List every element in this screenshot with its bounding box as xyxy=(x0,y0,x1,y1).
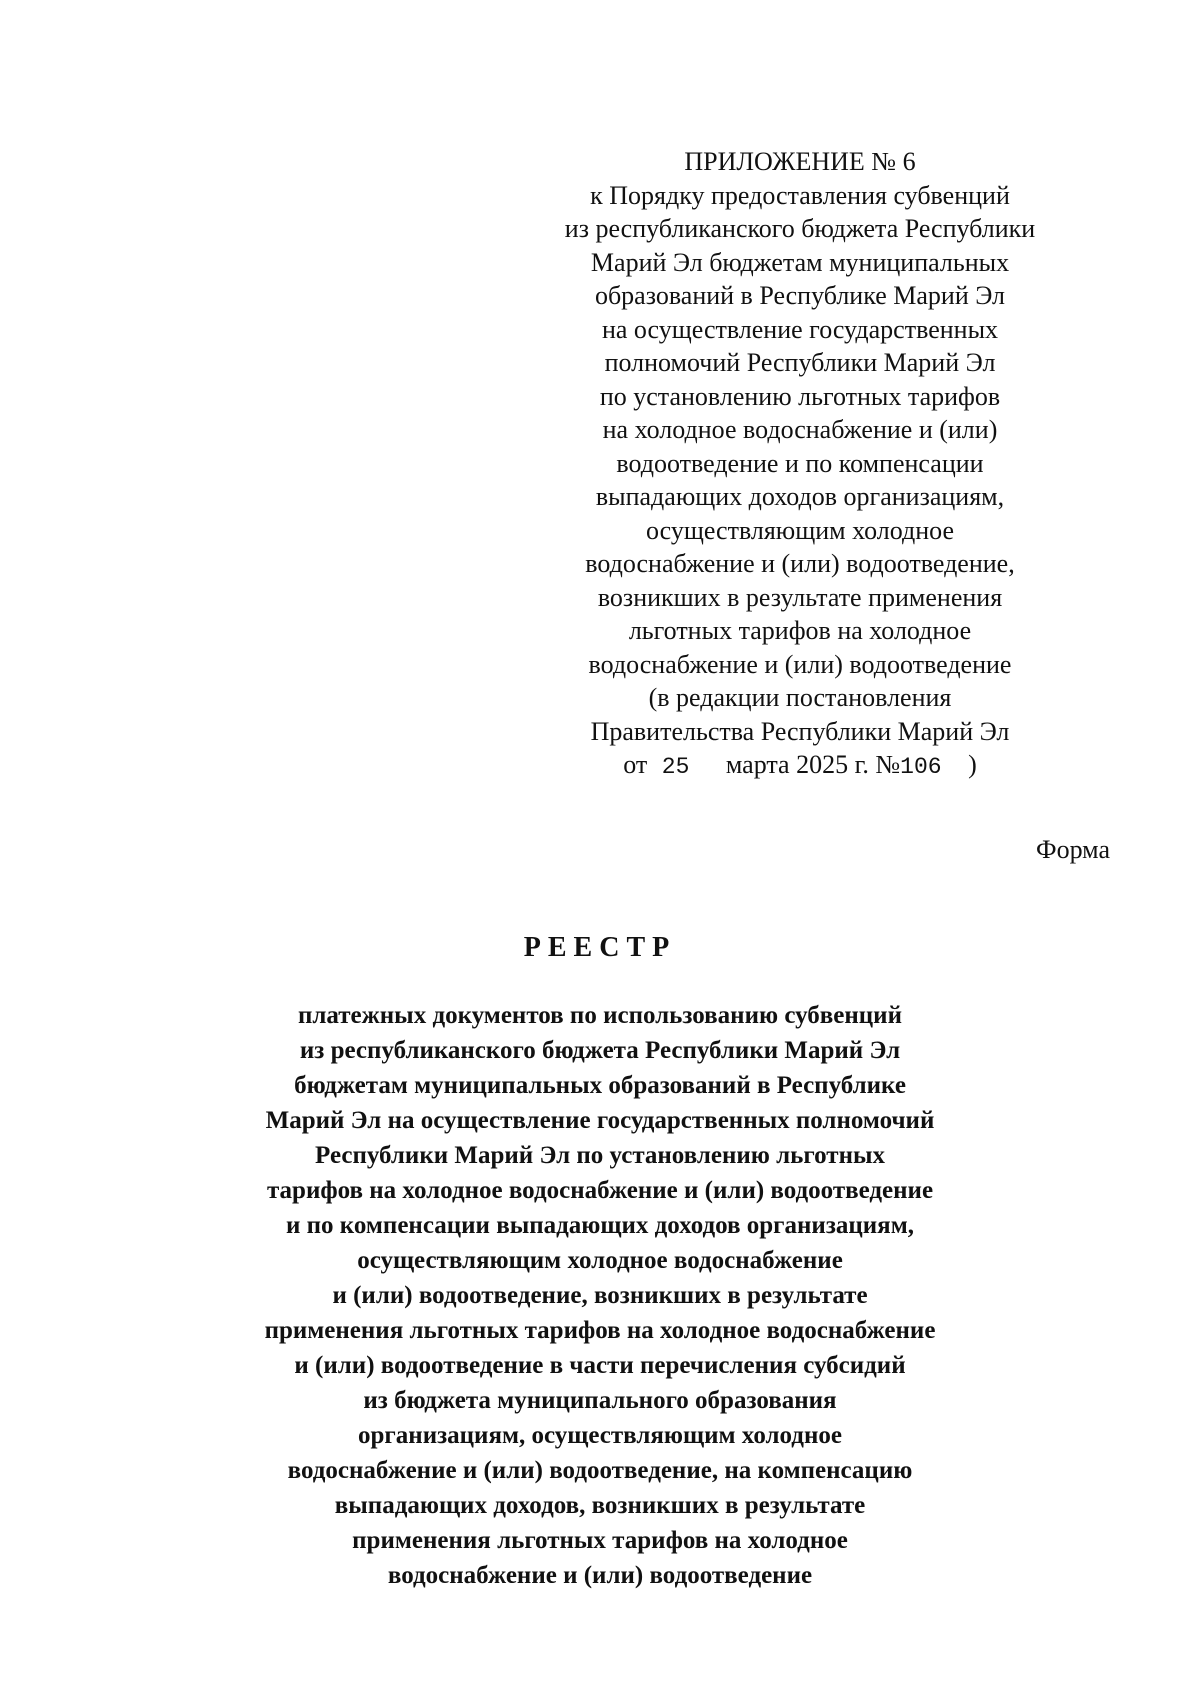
registry-title: РЕЕСТР xyxy=(523,932,677,963)
appendix-line: возникших в результате применения xyxy=(597,582,1003,612)
appendix-line: на осуществление государственных xyxy=(601,314,999,344)
appendix-line: осуществляющим холодное xyxy=(645,515,955,545)
appendix-line: водоснабжение и (или) водоотведение, xyxy=(585,549,1015,578)
appendix-line: полномочий Республики Марий Эл xyxy=(604,348,996,377)
appendix-line: льготных тарифов на холодное xyxy=(628,616,972,645)
registry-line: Республики Марий Эл по установлению льготных xyxy=(315,1142,885,1169)
appendix-line: из республиканского бюджета Республики xyxy=(564,214,1036,243)
appendix-line: (в редакции постановления xyxy=(648,683,952,712)
registry-line: и по компенсации выпадающих доходов организациям, xyxy=(286,1212,914,1239)
appendix-line: Марий Эл бюджетам муниципальных xyxy=(590,247,1010,277)
registry-line: из бюджета муниципального образования xyxy=(363,1387,837,1414)
registry-line: бюджетам муниципальных образований в Республике xyxy=(294,1072,906,1099)
document-number: 106 xyxy=(900,754,942,780)
appendix-line: водоснабжение и (или) водоотведение xyxy=(588,649,1012,679)
appendix-line: выпадающих доходов организациям, xyxy=(595,482,1005,511)
appendix-line: по установлению льготных тарифов xyxy=(599,381,1001,411)
registry-line: применения льготных тарифов на холодное xyxy=(352,1527,848,1554)
registry-line: водоснабжение и (или) водоотведение xyxy=(387,1562,813,1589)
registry-line: платежных документов по использованию субвенций xyxy=(297,1002,902,1029)
registry-line: и (или) водоотведение, возникших в результате xyxy=(332,1282,868,1309)
appendix-block xyxy=(520,145,1080,785)
date-month-year: марта 2025 г. № xyxy=(725,750,901,779)
form-label: Форма xyxy=(1036,835,1110,864)
registry-line: применения льготных тарифов на холодное водоснабжение xyxy=(264,1317,936,1344)
date-prefix: от xyxy=(623,750,648,779)
appendix-line: Правительства Республики Марий Эл xyxy=(590,716,1010,746)
registry-line: водоснабжение и (или) водоотведение, на компенсацию xyxy=(287,1457,913,1484)
registry-description xyxy=(200,998,1000,1593)
registry-line: и (или) водоотведение в части перечисления субсидий xyxy=(294,1352,906,1379)
appendix-line: ПРИЛОЖЕНИЕ № 6 xyxy=(684,147,916,176)
registry-line: осуществляющим холодное водоснабжение xyxy=(357,1247,843,1274)
appendix-line: к Порядку предоставления субвенций xyxy=(590,180,1010,210)
appendix-date-line xyxy=(520,748,1080,785)
registry-line: из республиканского бюджета Республики Марий Эл xyxy=(299,1037,901,1064)
appendix-line: водоотведение и по компенсации xyxy=(616,448,984,478)
appendix-line: на холодное водоснабжение и (или) xyxy=(602,415,998,444)
registry-line: организациям, осуществляющим холодное xyxy=(358,1422,842,1449)
registry-line: Марий Эл на осуществление государственных полномочий xyxy=(265,1107,935,1134)
date-suffix: ) xyxy=(968,750,977,779)
registry-line: выпадающих доходов, возникших в результате xyxy=(334,1492,866,1519)
registry-line: тарифов на холодное водоснабжение и (или) водоотведение xyxy=(266,1177,934,1204)
date-day: 25 xyxy=(661,754,690,780)
appendix-line: образований в Республике Марий Эл xyxy=(594,281,1006,310)
